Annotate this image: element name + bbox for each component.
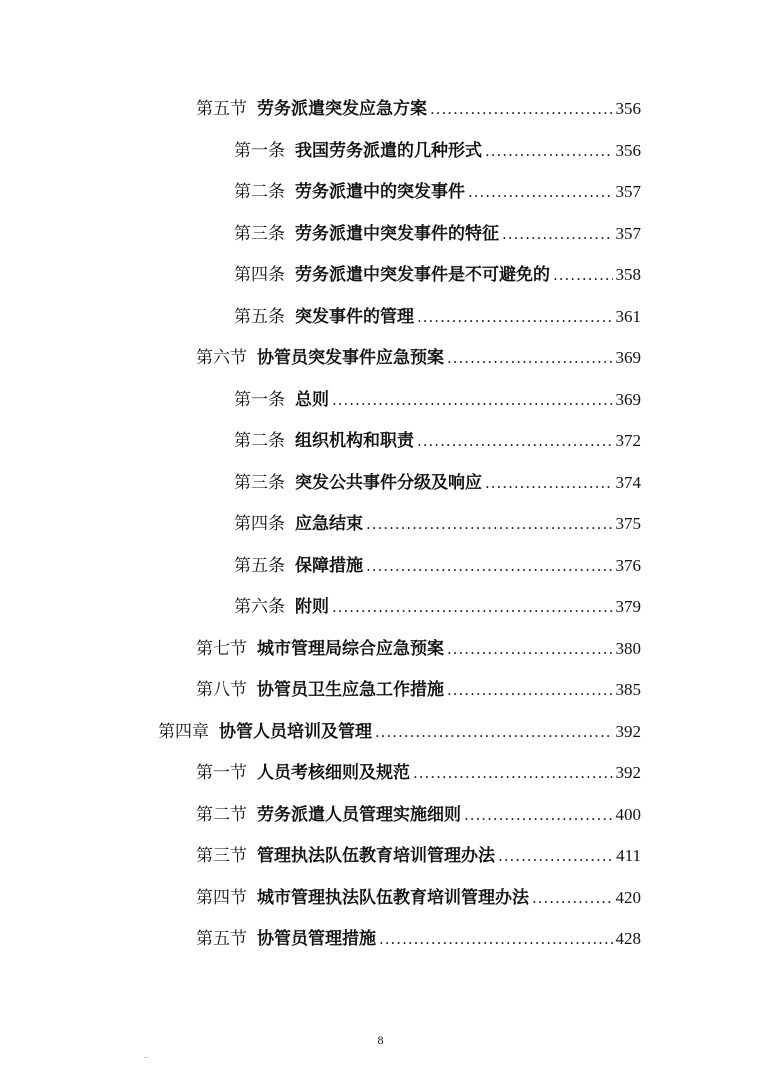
toc-entry-number: 第八节 [196, 680, 247, 700]
toc-entry-number: 第四条 [234, 265, 285, 285]
toc-leader-dots [447, 670, 613, 710]
toc-entry-title: 劳务派遣人员管理实施细则 [257, 804, 461, 825]
toc-entry[interactable] [234, 214, 641, 254]
toc-entry-number: 第五条 [234, 306, 285, 327]
toc-entry[interactable] [196, 338, 641, 378]
toc-entry-title: 附则 [295, 597, 329, 617]
toc-entry[interactable] [196, 919, 641, 959]
toc-leader-dots [417, 421, 613, 461]
toc-entry-title: 劳务派遣中突发事件的特征 [295, 223, 499, 244]
toc-entry-page: 392 [615, 721, 641, 741]
toc-entry-page: 358 [615, 265, 641, 284]
toc-entry-number: 第一节 [196, 763, 247, 783]
toc-entry-page: 356 [615, 140, 641, 160]
toc-leader-dots [332, 380, 613, 420]
corner-mark: .. [144, 1051, 149, 1060]
toc-entry-page: 411 [616, 846, 641, 865]
toc-entry-title: 组织机构和职责 [295, 431, 414, 451]
toc-entry[interactable] [234, 131, 641, 171]
toc-entry-title: 我国劳务派遣的几种形式 [295, 140, 482, 161]
toc-entry-title: 劳务派遣突发应急方案 [257, 99, 427, 119]
toc-leader-dots [532, 878, 613, 918]
toc-entry-page: 400 [615, 804, 641, 824]
toc-leader-dots [417, 297, 613, 337]
toc-entry[interactable] [234, 587, 641, 627]
toc-entry-number: 第二条 [234, 182, 285, 202]
toc-entry[interactable] [234, 546, 641, 586]
toc-leader-dots [413, 753, 613, 793]
toc-entry-page: 361 [615, 306, 641, 326]
toc-leader-dots [447, 629, 613, 669]
toc-entry-title: 协管员突发事件应急预案 [257, 348, 444, 368]
toc-entry-number: 第一条 [234, 140, 285, 161]
toc-entry-number: 第二节 [196, 804, 247, 825]
toc-entry-title: 总则 [295, 389, 329, 410]
toc-entry-page: 392 [615, 763, 641, 782]
toc-entry[interactable] [196, 753, 641, 793]
toc-entry[interactable] [234, 504, 641, 544]
toc-entry-title: 突发事件的管理 [295, 306, 414, 327]
toc-entry-title: 协管员卫生应急工作措施 [257, 680, 444, 700]
toc-leader-dots [485, 131, 613, 171]
toc-entry-page: 357 [615, 223, 641, 243]
toc-entry-page: 379 [615, 597, 641, 616]
toc-entry-page: 369 [615, 389, 641, 409]
toc-entry-title: 劳务派遣中突发事件是不可避免的 [295, 265, 550, 285]
toc-entry-number: 第三条 [234, 223, 285, 244]
toc-entry-number: 第六条 [234, 597, 285, 617]
toc-entry-title: 突发公共事件分级及响应 [295, 472, 482, 493]
toc-leader-dots [332, 587, 613, 627]
toc-entry-number: 第七节 [196, 638, 247, 659]
toc-entry-page: 356 [615, 99, 641, 118]
toc-entry-page: 372 [615, 431, 641, 450]
toc-entry-title: 城市管理局综合应急预案 [257, 638, 444, 659]
toc-entry-page: 369 [615, 348, 641, 367]
toc-entry-page: 374 [615, 472, 641, 492]
toc-entry-number: 第一条 [234, 389, 285, 410]
toc-leader-dots [447, 338, 613, 378]
toc-entry[interactable] [196, 878, 641, 918]
toc-entry[interactable] [234, 463, 641, 503]
toc-leader-dots [366, 546, 613, 586]
toc-entry[interactable] [234, 421, 641, 461]
toc-entry-title: 协管人员培训及管理 [219, 721, 372, 742]
toc-entry[interactable] [196, 670, 641, 710]
toc-entry-page: 376 [615, 555, 641, 575]
toc-entry-number: 第五节 [196, 99, 247, 119]
toc-entry-title: 保障措施 [295, 555, 363, 576]
toc-entry-title: 人员考核细则及规范 [257, 763, 410, 783]
toc-entry-number: 第五节 [196, 929, 247, 949]
toc-entry-title: 协管员管理措施 [257, 929, 376, 949]
toc-entry[interactable] [234, 297, 641, 337]
toc-entry-number: 第五条 [234, 555, 285, 576]
toc-entry-page: 420 [615, 887, 641, 907]
toc-entry-number: 第六节 [196, 348, 247, 368]
toc-chapter-entry[interactable] [158, 712, 641, 752]
toc-entry-number: 第二条 [234, 431, 285, 451]
toc-entry-page: 375 [615, 514, 641, 533]
toc-leader-dots [366, 504, 613, 544]
toc-entry-page: 385 [615, 680, 641, 699]
toc-entry-page: 380 [615, 638, 641, 658]
toc-entry-number: 第四条 [234, 514, 285, 534]
toc-leader-dots [498, 836, 613, 876]
toc-entry[interactable] [234, 380, 641, 420]
toc-entry-number: 第四章 [158, 721, 209, 742]
toc-leader-dots [375, 712, 613, 752]
toc-leader-dots [553, 255, 613, 295]
toc-entry-number: 第三节 [196, 846, 247, 866]
toc-entry-title: 应急结束 [295, 514, 363, 534]
toc-entry-page: 357 [615, 182, 641, 201]
toc-leader-dots [464, 795, 613, 835]
toc-leader-dots [430, 89, 613, 129]
toc-entry-title: 城市管理执法队伍教育培训管理办法 [257, 887, 529, 908]
toc-entry[interactable] [234, 172, 641, 212]
toc-entry[interactable] [234, 255, 641, 295]
toc-entry-title: 劳务派遣中的突发事件 [295, 182, 465, 202]
toc-entry-title: 管理执法队伍教育培训管理办法 [257, 846, 495, 866]
toc-entry-page: 428 [615, 929, 641, 948]
toc-entry[interactable] [196, 629, 641, 669]
toc-entry[interactable] [196, 89, 641, 129]
page-number: 8 [377, 1033, 384, 1047]
toc-leader-dots [379, 919, 613, 959]
toc-leader-dots [502, 214, 613, 254]
toc-leader-dots [485, 463, 613, 503]
toc-entry[interactable] [196, 836, 641, 876]
toc-leader-dots [468, 172, 613, 212]
toc-entry-number: 第四节 [196, 887, 247, 908]
toc-entry-number: 第三条 [234, 472, 285, 493]
toc-entry[interactable] [196, 795, 641, 835]
